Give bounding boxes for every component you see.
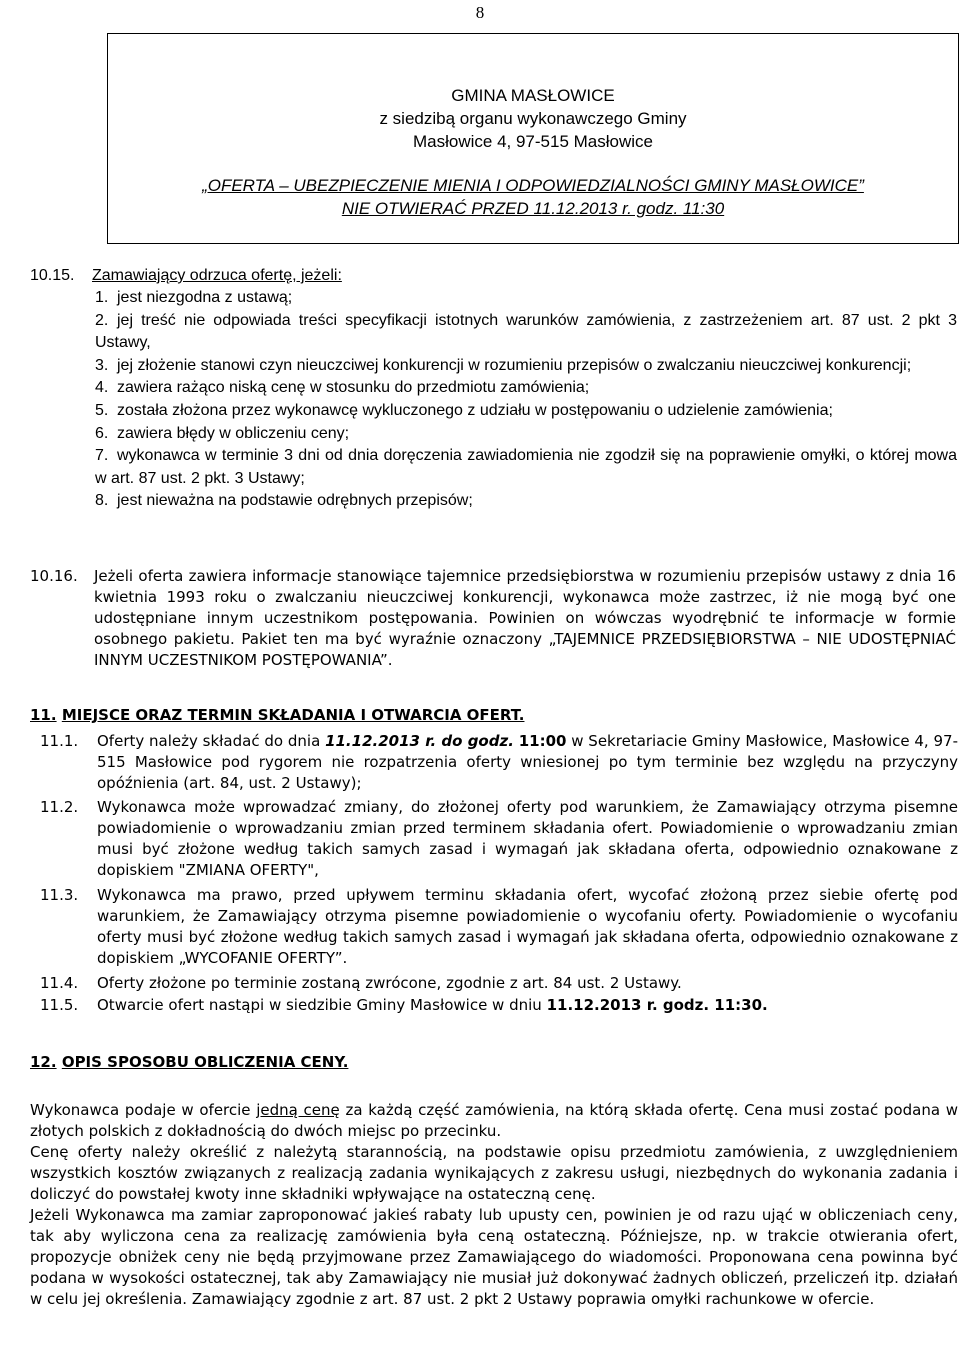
section-10-16-text: Jeżeli oferta zawiera informacje stanowiące tajemnice przedsiębiorstwa w rozumieniu przepisów ustawy z dnia 16 kwietnia 1993 roku o zwalczaniu nieuczciwej konkurencji, wykonawca może zastrzec, iż nie mogą być one udostępniane innym uczestnikom postępowania. Powinien on wówczas wyodrębnić te informacje w formie osobnego pakietu. Pakiet ten ma być wyraźnie oznaczony „TAJEMNICE PRZEDSIĘBIORSTWA – NIE UDOSTĘPNIAĆ INNYM UCZESTNIKOM POSTĘPOWANIA”. (94, 567, 956, 669)
page-number: 8 (475, 3, 485, 22)
list-item: 4. zawiera rażąco niską cenę w stosunku do przedmiotu zamówienia; (95, 379, 590, 397)
price-paragraph-3: Jeżeli Wykonawca ma zamiar zaproponować jakieś rabaty lub upusty cen, powinien je od razu ująć w obliczeniach ceny, tak aby wyliczona cena za realizację zamówienia była ceną ostateczną. Późniejsze, np. w trakcie otwierania ofert, propozycje obniżek ceny nie będą przyjmowane przez Zamawiającego do wiadomości. Proponowana cena powinna być podana w wysokości ostatecznej, tak aby Zamawiający nie musiał już dokonywać żadnych obliczeń, przeliczeń itp. działań w celu jej określenia. Zamawiający zgodnie z art. 87 ust. 2 pkt 2 Ustawy poprawia omyłki rachunkowe w ofercie. (30, 1206, 958, 1308)
section-10-16-number: 10.16. (30, 567, 78, 585)
envelope-offer-line: „OFERTA – UBEZPIECZENIE MIENIA I ODPOWIEDZIALNOŚCI GMINY MASŁOWICE” (202, 176, 864, 195)
section-12-number: 12. (30, 1053, 57, 1071)
envelope-offer-marking (108, 174, 958, 220)
list-item: 2. jej treść nie odpowiada treści specyfikacji istotnych warunków zamówienia, z zastrzeżeniem art. 87 ust. 2 pkt 3 Ustawy, (95, 311, 957, 352)
deadline-date: 11.12.2013 r. do godz. (325, 732, 514, 750)
envelope-address (108, 84, 958, 153)
section-10-15-heading (30, 265, 342, 288)
list-item: 8. jest nieważna na podstawie odrębnych przepisów; (95, 492, 473, 510)
envelope-line-2: z siedzibą organu wykonawczego Gminy (379, 109, 687, 128)
section-11-number: 11. (30, 706, 57, 724)
envelope-line-3: Masłowice 4, 97-515 Masłowice (413, 132, 653, 151)
price-paragraph-1: Wykonawca podaje w ofercie jedną cenę za każdą część zamówienia, na którą składa ofertę. Cena musi zostać podana w złotych polskich z dokładnością do dwóch miejsc po przecinku. (30, 1101, 958, 1140)
list-item: 7. wykonawca w terminie 3 dni od dnia doręczenia zawiadomienia nie zgodził się na poprawienie omyłki, o której mowa w art. 87 ust. 2 pkt. 3 Ustawy; (95, 447, 957, 487)
price-paragraph-2: Cenę oferty należy określić z należytą starannością, na podstawie opisu przedmiotu zamówienia, z uwzględnieniem wszystkich kosztów związanych z realizacją zadania wynikających z zakresu usługi, niezbędnych do wykonania zadania i doliczyć do powstałej kwoty inne składniki wpływające na ostateczną cenę. (30, 1143, 958, 1203)
list-item: 5. została złożona przez wykonawcę wykluczonego z udziału w postępowaniu o udzielenie zamówienia; (95, 401, 833, 419)
opening-datetime: 11.12.2013 r. godz. 11:30. (546, 996, 768, 1014)
section-10-15-number: 10.15. (30, 267, 75, 284)
deadline-time: 11:00 (518, 732, 567, 750)
envelope-marking-box (107, 33, 959, 244)
envelope-do-not-open: NIE OTWIERAĆ PRZED 11.12.2013 r. godz. 11:30 (341, 199, 725, 218)
section-11-title: MIEJSCE ORAZ TERMIN SKŁADANIA I OTWARCIA OFERT. (61, 706, 525, 724)
list-item: 3. jej złożenie stanowi czyn nieuczciwej konkurencji w rozumieniu przepisów o zwalczaniu nieuczciwej konkurencji; (95, 356, 912, 374)
section-12-body (30, 1100, 958, 1310)
list-item: 1. jest niezgodna z ustawą; (95, 289, 293, 306)
section-12-title: OPIS SPOSOBU OBLICZENIA CENY. (61, 1053, 349, 1071)
rejection-reasons-list (95, 287, 957, 513)
envelope-line-1: GMINA MASŁOWICE (451, 86, 615, 105)
section-11-heading (30, 705, 524, 726)
section-12-heading (30, 1052, 348, 1073)
section-10-15-title: Zamawiający odrzuca ofertę, jeżeli: (92, 267, 342, 284)
list-item: 6. zawiera błędy w obliczeniu ceny; (95, 424, 350, 442)
